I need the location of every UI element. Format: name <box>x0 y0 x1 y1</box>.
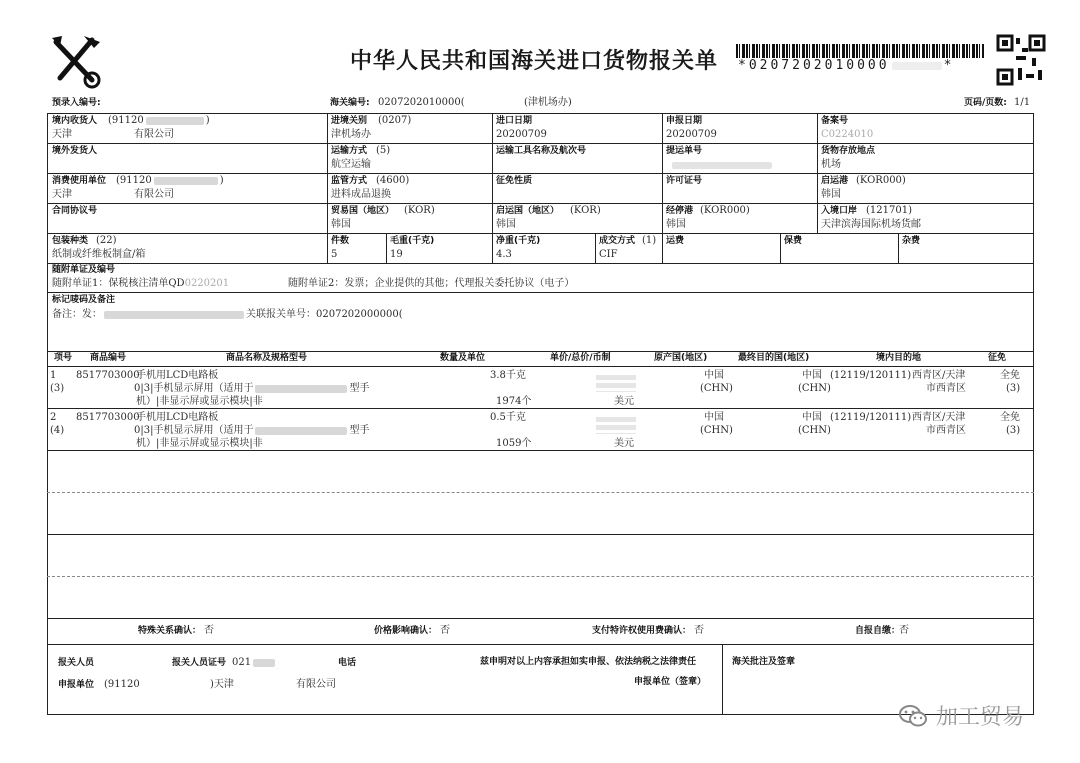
item-no: 1 <box>50 370 57 381</box>
barcode <box>736 44 984 58</box>
declare-date-label: 申报日期 <box>666 116 703 126</box>
consumer-city: 天津 <box>52 189 72 200</box>
consignee-code: (91120 ) <box>108 115 210 126</box>
transport-code: (5) <box>376 145 391 156</box>
customs-number-label: 海关编号: <box>330 98 370 108</box>
origin-country: 中国 <box>704 370 724 381</box>
gross-weight-value: 19 <box>390 249 403 260</box>
bill-label: 提运单号 <box>666 146 703 156</box>
declaration-statement: 兹申明对以上内容承担如实申报、依法纳税之法律责任 <box>480 657 697 667</box>
price-redacted <box>596 417 636 434</box>
supervision-label: 监管方式 <box>331 176 368 186</box>
transit-code: (KOR000) <box>700 205 750 216</box>
declarant-label: 报关人员 <box>58 658 95 668</box>
currency: 美元 <box>614 438 634 449</box>
price-impact-label: 价格影响确认： <box>374 626 438 636</box>
transport-label: 运输方式 <box>331 146 368 156</box>
special-relation-label: 特殊关系确认： <box>138 626 202 636</box>
origin-country-code: (KOR) <box>570 205 601 216</box>
package-code: (22) <box>96 235 117 246</box>
tax-mode: 全免 <box>1000 412 1020 423</box>
package-name: 纸制或纤维板制盒/箱 <box>52 249 146 260</box>
remarks: 备注：发： <box>52 309 246 321</box>
domestic-dest-code: (12119/120111) <box>830 370 912 381</box>
consignee-company: 有限公司 <box>134 129 174 140</box>
col-tax: 征免 <box>988 353 1007 363</box>
storage-value: 机场 <box>821 159 841 170</box>
misc-fee-label: 杂费 <box>902 236 921 246</box>
related-declaration: 关联报关单号：0207202000000( <box>246 309 403 320</box>
item-sub: (3) <box>50 383 65 394</box>
declare-date: 20200709 <box>666 129 717 140</box>
tax-code: (3) <box>1006 383 1021 394</box>
record-value: C0224010 <box>821 129 874 140</box>
goods-spec-2: 机）|非显示屏或显示模块|非 <box>136 438 263 449</box>
goods-name: 手机用LCD电路板 <box>136 370 219 381</box>
domestic-dest-code: (12119/120111) <box>830 412 912 423</box>
goods-name: 手机用LCD电路板 <box>136 412 219 423</box>
phone-label: 电话 <box>338 658 357 668</box>
transport-name: 航空运输 <box>331 159 371 170</box>
hs-code: 8517703000 <box>76 370 140 381</box>
import-date: 20200709 <box>496 129 547 140</box>
col-destination: 最终目的国(地区) <box>738 353 810 363</box>
departure-port-label: 启运港 <box>821 176 849 186</box>
insurance-label: 保费 <box>784 236 803 246</box>
col-domestic-dest: 境内目的地 <box>876 353 922 363</box>
goods-spec: 0|3|手机显示屏用（适用于 型手 <box>134 383 370 394</box>
special-relation-value: 否 <box>204 625 214 636</box>
origin-code: (CHN) <box>700 383 733 394</box>
supervision-code: (4600) <box>376 175 410 186</box>
documents-label: 随附单证及编号 <box>52 265 116 275</box>
hs-code: 8517703000 <box>76 412 140 423</box>
page-label: 页码/页数: <box>964 98 1007 108</box>
port-name: 津机场办 <box>331 129 371 140</box>
customs-emblem <box>48 34 108 90</box>
document-2: 随附单证2：发票；企业提供的其他；代理报关委托协议（电子） <box>288 278 575 289</box>
quantity-weight: 0.5千克 <box>490 412 526 423</box>
gross-weight-label: 毛重(千克) <box>390 236 435 246</box>
deal-mode-label: 成交方式 <box>599 236 636 246</box>
pieces-value: 5 <box>331 249 338 260</box>
net-weight-value: 4.3 <box>496 249 512 260</box>
page-value: 1/1 <box>1014 97 1031 108</box>
col-hs-code: 商品编号 <box>90 353 127 363</box>
dest-country: 中国 <box>802 412 822 423</box>
item-sub: (4) <box>50 425 65 436</box>
item-no: 2 <box>50 412 57 423</box>
port-label: 进境关别 <box>331 116 368 126</box>
declarant-cert-label: 报关人员证号 <box>172 658 227 668</box>
declaring-unit-label: 申报单位 <box>58 680 95 690</box>
import-date-label: 进口日期 <box>496 116 533 126</box>
entry-port-label: 入境口岸 <box>821 206 858 216</box>
transit-name: 韩国 <box>666 219 686 230</box>
royalty-value: 否 <box>694 625 704 636</box>
departure-port-name: 韩国 <box>821 189 841 200</box>
tax-code: (3) <box>1006 425 1021 436</box>
trade-country-label: 贸易国（地区） <box>331 206 395 216</box>
watermark <box>898 700 1024 731</box>
freight-label: 运费 <box>666 236 685 246</box>
pieces-label: 件数 <box>331 236 350 246</box>
col-quantity: 数量及单位 <box>440 353 486 363</box>
self-pay-label: 自报自缴： <box>855 626 901 636</box>
col-origin: 原产国(地区) <box>654 353 708 363</box>
declaring-unit-seal-label: 申报单位（签章） <box>634 677 707 687</box>
deal-mode-name: CIF <box>599 249 618 260</box>
vehicle-label: 运输工具名称及航次号 <box>496 146 587 156</box>
consignee-label: 境内收货人 <box>52 116 98 126</box>
origin-country-label: 启运国（地区） <box>496 206 560 216</box>
goods-spec: 0|3|手机显示屏用（适用于 型手 <box>134 425 370 436</box>
trade-country-name: 韩国 <box>331 219 351 230</box>
quantity-count: 1059个 <box>496 438 532 449</box>
exemption-label: 征免性质 <box>496 176 533 186</box>
contract-label: 合同协议号 <box>52 206 98 216</box>
wechat-icon <box>898 703 928 729</box>
entry-port-code: (121701) <box>866 205 912 216</box>
qr-code <box>996 34 1046 86</box>
storage-label: 货物存放地点 <box>821 146 876 156</box>
royalty-label: 支付特许权使用费确认： <box>592 626 692 636</box>
customs-annotation-label: 海关批注及签章 <box>732 657 796 667</box>
origin-country: 中国 <box>704 412 724 423</box>
declaring-unit-company: 有限公司 <box>296 679 336 690</box>
price-redacted <box>596 375 636 392</box>
dest-code: (CHN) <box>798 425 831 436</box>
port-code: (0207) <box>378 115 412 126</box>
domestic-dest-1: 西青区/天津 <box>912 370 966 381</box>
tax-mode: 全免 <box>1000 370 1020 381</box>
watermark-text: 加工贸易 <box>936 705 1025 730</box>
domestic-dest-1: 西青区/天津 <box>912 412 966 423</box>
trade-country-code: (KOR) <box>404 205 435 216</box>
origin-code: (CHN) <box>700 425 733 436</box>
declaring-unit-city: )天津 <box>210 679 234 690</box>
customs-number-value: 0207202010000( <box>378 97 465 108</box>
col-goods-name: 商品名称及规格型号 <box>226 353 308 363</box>
document-1: 随附单证1：保税核注清单QD0220201 <box>52 278 230 289</box>
dest-country: 中国 <box>802 370 822 381</box>
domestic-dest-2: 市西青区 <box>926 383 966 394</box>
consumer-code: (91120 ) <box>116 175 224 186</box>
dest-code: (CHN) <box>798 383 831 394</box>
departure-port-code: (KOR000) <box>856 175 906 186</box>
self-pay-value: 否 <box>899 625 909 636</box>
preentry-number-label: 预录入编号: <box>52 98 101 108</box>
col-price: 单价/总价/币制 <box>550 353 611 363</box>
domestic-dest-2: 市西青区 <box>926 425 966 436</box>
quantity-weight: 3.8千克 <box>490 370 526 381</box>
declarant-cert-value: 021 <box>232 657 277 669</box>
barcode-text: *0207202010000 * <box>738 58 955 73</box>
origin-country-name: 韩国 <box>496 219 516 230</box>
entry-port-name: 天津滨海国际机场货邮 <box>821 219 921 230</box>
form-title: 中华人民共和国海关进口货物报关单 <box>350 49 719 74</box>
net-weight-label: 净重(千克) <box>496 236 541 246</box>
license-label: 许可证号 <box>666 176 703 186</box>
currency: 美元 <box>614 396 634 407</box>
quantity-count: 1974个 <box>496 396 532 407</box>
record-label: 备案号 <box>821 116 849 126</box>
transit-label: 经停港 <box>666 206 694 216</box>
deal-mode-code: (1) <box>642 235 657 246</box>
consumer-company: 有限公司 <box>134 189 174 200</box>
col-item-no: 项号 <box>54 353 73 363</box>
goods-spec-2: 机）|非显示屏或显示模块|非 <box>136 396 263 407</box>
price-impact-value: 否 <box>440 625 450 636</box>
bill-value-redacted <box>672 162 772 169</box>
declaring-unit-code: (91120 <box>104 679 140 690</box>
package-label: 包装种类 <box>52 236 89 246</box>
consignee-city: 天津 <box>52 129 72 140</box>
supervision-name: 进料成品退换 <box>331 189 391 200</box>
customs-office: (津机场办) <box>524 97 572 108</box>
shipper-label: 境外发货人 <box>52 146 98 156</box>
consumer-label: 消费使用单位 <box>52 176 107 186</box>
marks-label: 标记唛码及备注 <box>52 295 116 305</box>
